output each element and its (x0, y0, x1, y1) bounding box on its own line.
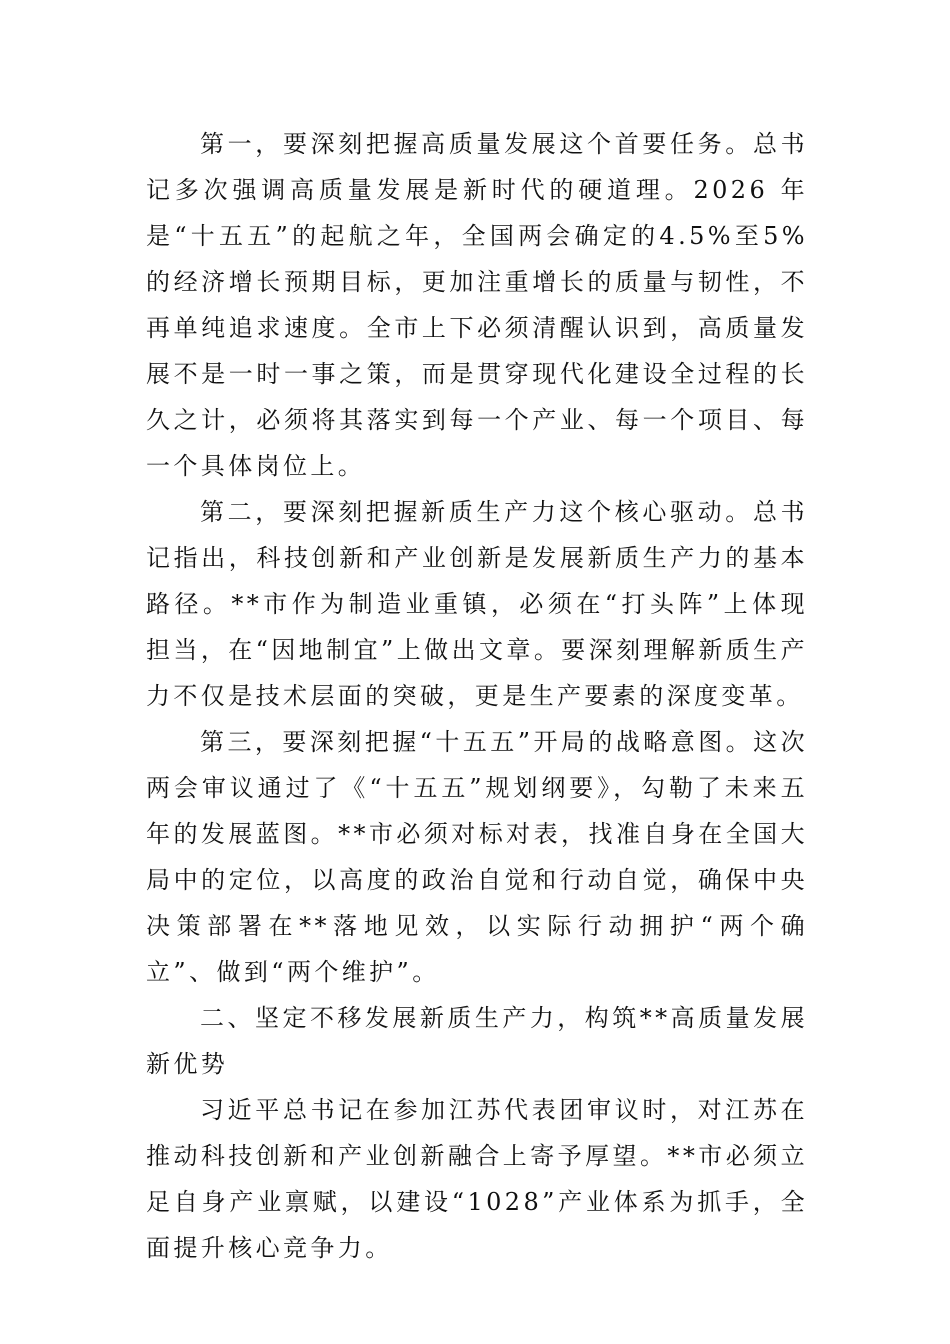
paragraph-second-driver: 第二，要深刻把握新质生产力这个核心驱动。总书记指出，科技创新和产业创新是发展新质生产力的基本路径。**市作为制造业重镇，必须在“打头阵”上体现担当，在“因地制宜”上做出文章。要深刻理解新质生产力不仅是技术层面的突破，更是生产要素的深度变革。 (146, 498, 808, 710)
section-heading-two: 二、坚定不移发展新质生产力，构筑**高质量发展新优势 (146, 1004, 808, 1078)
paragraph-jiangsu-delegation: 习近平总书记在参加江苏代表团审议时，对江苏在推动科技创新和产业创新融合上寄予厚望。**市必须立足自身产业禀赋，以建设“1028”产业体系为抓手，全面提升核心竞争力。 (146, 1096, 808, 1262)
paragraph-third-strategy: 第三，要深刻把握“十五五”开局的战略意图。这次两会审议通过了《“十五五”规划纲要》，勾勒了未来五年的发展蓝图。**市必须对标对表，找准自身在全国大局中的定位，以高度的政治自觉和行动自觉，确保中央决策部署在**落地见效，以实际行动拥护“两个确立”、做到“两个维护”。 (146, 728, 808, 986)
document-page (146, 121, 808, 1271)
paragraph-first-task: 第一，要深刻把握高质量发展这个首要任务。总书记多次强调高质量发展是新时代的硬道理。2026 年是“十五五”的起航之年，全国两会确定的4.5%至5%的经济增长预期目标，更加注重增长的质量与韧性，不再单纯追求速度。全市上下必须清醒认识到，高质量发展不是一时一事之策，而是贯穿现代化建设全过程的长久之计，必须将其落实到每一个产业、每一个项目、每一个具体岗位上。 (146, 130, 809, 480)
